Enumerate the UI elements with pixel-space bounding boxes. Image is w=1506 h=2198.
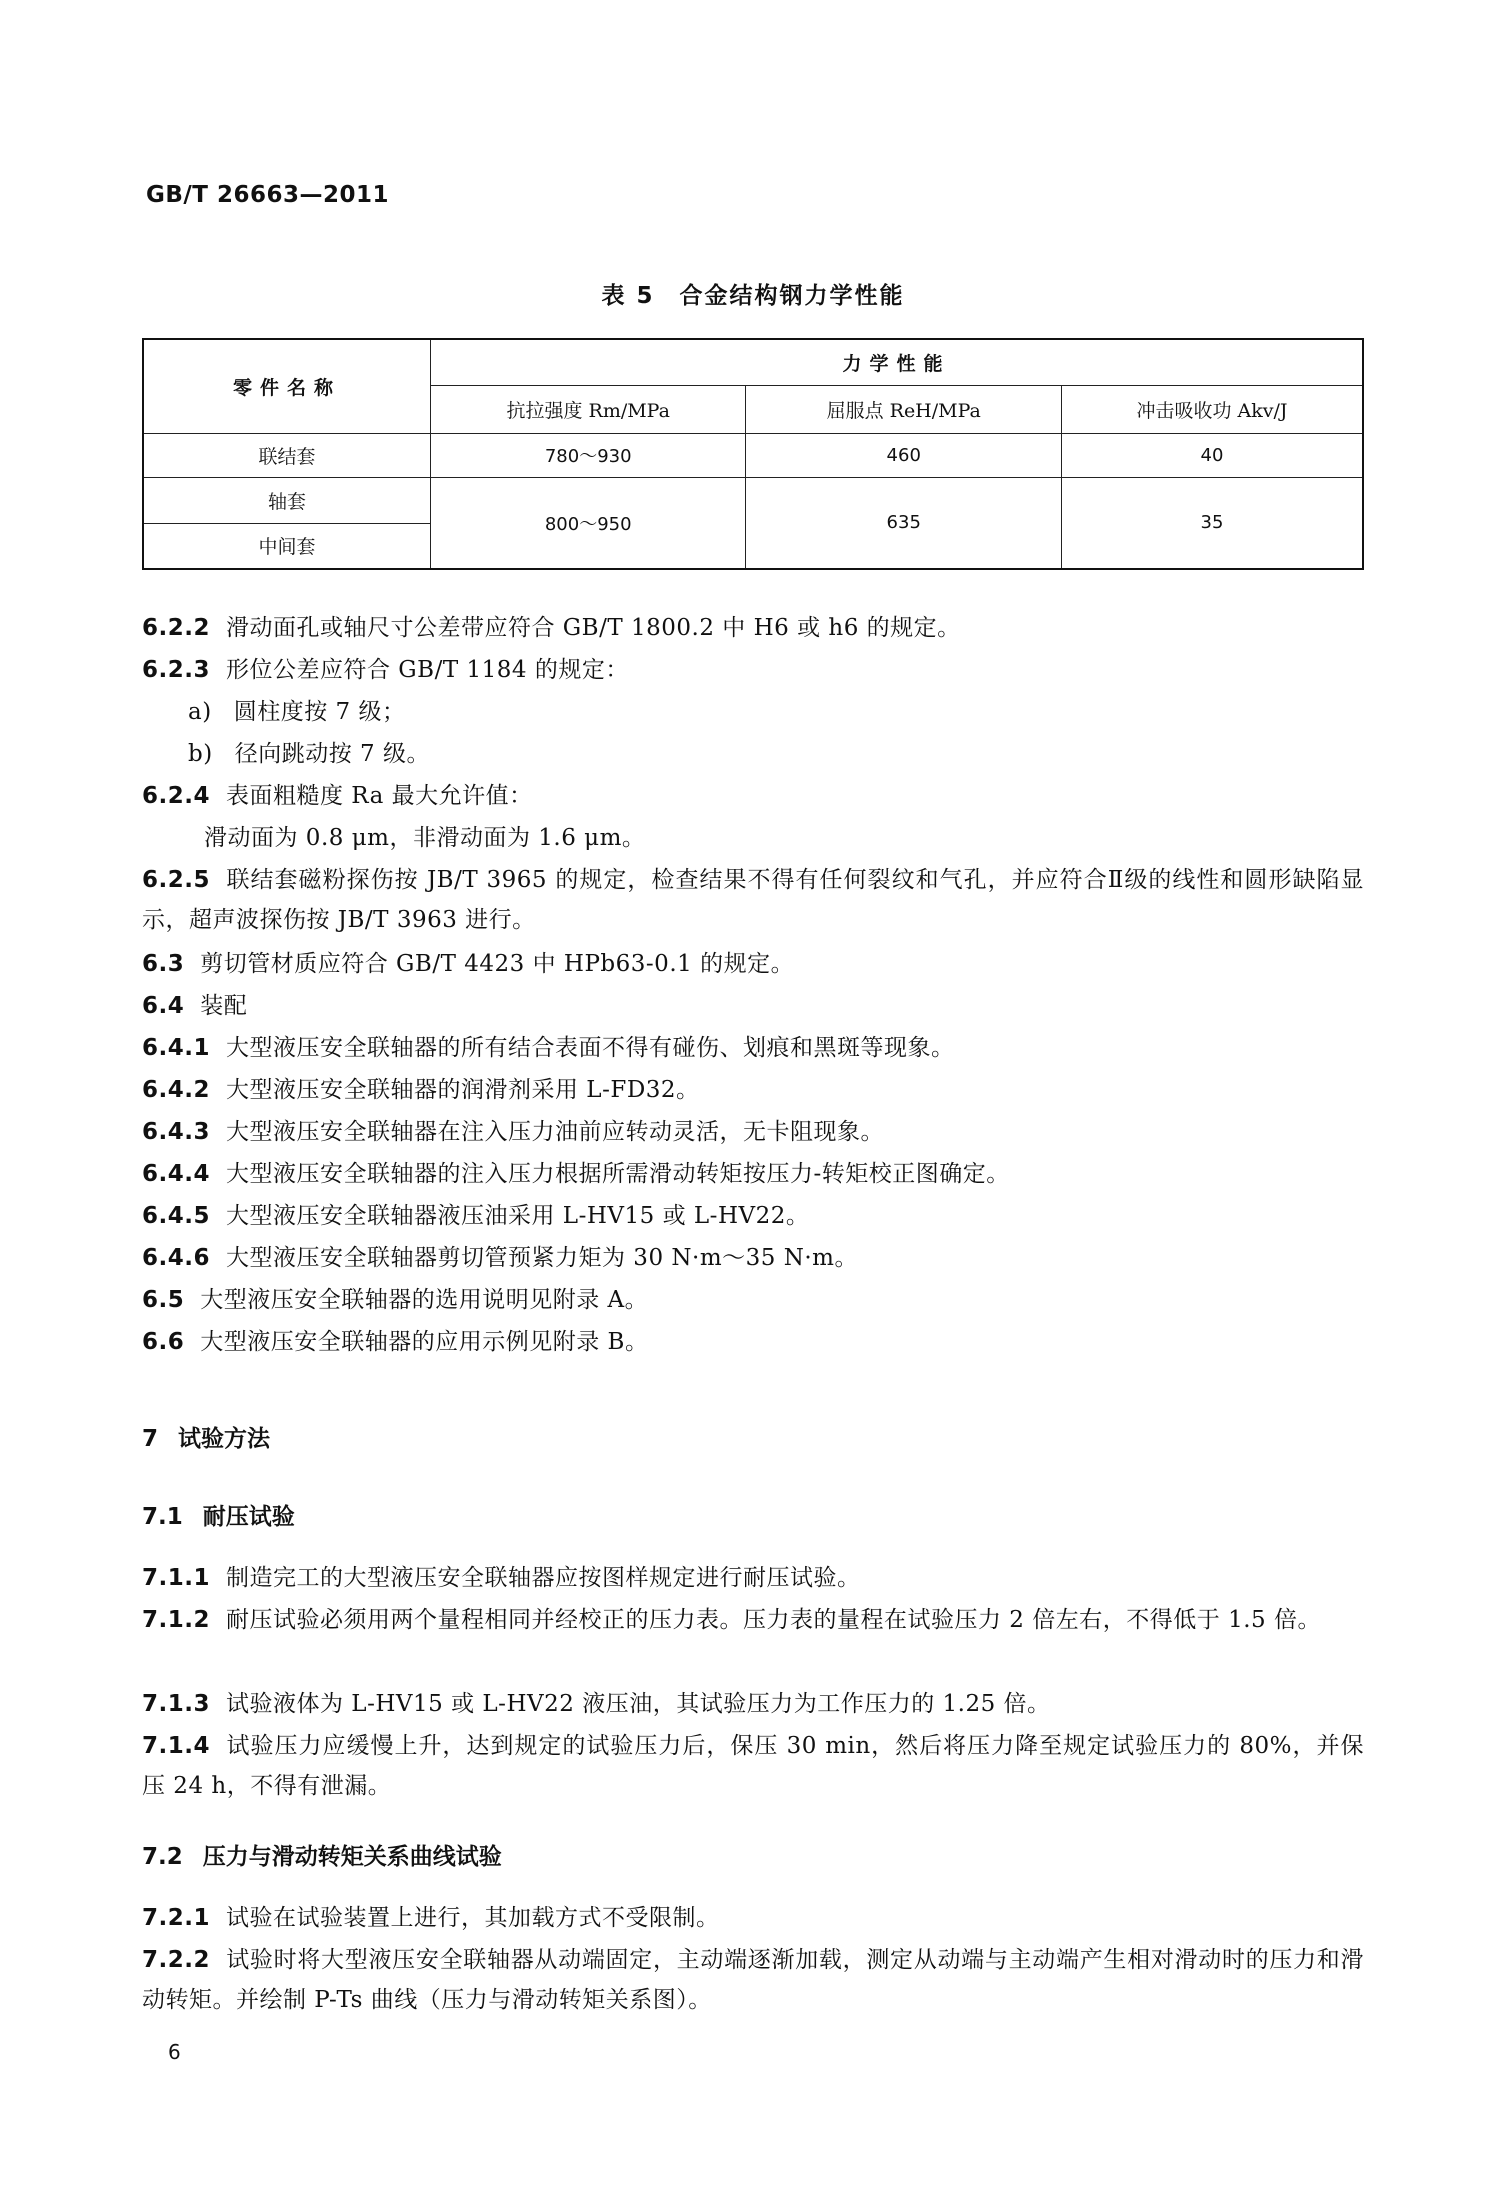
clause-text: 装配 [200, 993, 248, 1019]
clause-number: 6.4.1 [142, 1035, 210, 1061]
clause-6-6 [142, 1322, 1364, 1362]
clause-6-5 [142, 1280, 1364, 1320]
list-text: 径向跳动按 7 级。 [234, 741, 430, 767]
clause-number: 7.1.1 [142, 1565, 210, 1591]
clause-number: 6.2.3 [142, 657, 210, 683]
clause-number: 7.2.2 [142, 1947, 210, 1973]
clause-text: 大型液压安全联轴器的注入压力根据所需滑动转矩按压力-转矩校正图确定。 [226, 1161, 1010, 1187]
header-tensile-strength: 抗拉强度 Rm/MPa [430, 385, 746, 433]
clause-6-4-5 [142, 1196, 1364, 1236]
table-row [143, 433, 1363, 477]
section-number: 7.2 [142, 1844, 183, 1870]
clause-text: 耐压试验必须用两个量程相同并经校正的压力表。压力表的量程在试验压力 2 倍左右，不得低于 1.5 倍。 [226, 1607, 1321, 1633]
list-marker: b) [188, 741, 213, 767]
list-item-b [188, 734, 1410, 774]
clause-text: 制造完工的大型液压安全联轴器应按图样规定进行耐压试验。 [226, 1565, 861, 1591]
clause-text: 大型液压安全联轴器剪切管预紧力矩为 30 N·m～35 N·m。 [226, 1245, 858, 1271]
clause-6-2-4-detail [204, 818, 1426, 858]
clause-text: 大型液压安全联轴器的润滑剂采用 L-FD32。 [226, 1077, 700, 1103]
clause-number: 6.3 [142, 951, 185, 977]
clause-text: 试验液体为 L-HV15 或 L-HV22 液压油，其试验压力为工作压力的 1.25 倍。 [226, 1691, 1051, 1717]
clause-text: 表面粗糙度 Ra 最大允许值： [226, 783, 533, 809]
clause-7-2-2 [142, 1940, 1364, 2020]
clause-number: 6.2.4 [142, 783, 210, 809]
clause-text: 形位公差应符合 GB/T 1184 的规定： [226, 657, 629, 683]
clause-text: 联结套磁粉探伤按 JB/T 3965 的规定，检查结果不得有任何裂纹和气孔，并应符合Ⅱ级的线性和圆形缺陷显示，超声波探伤按 JB/T 3963 进行。 [142, 867, 1364, 933]
clause-text: 大型液压安全联轴器液压油采用 L-HV15 或 L-HV22。 [226, 1203, 810, 1229]
section-title: 试验方法 [178, 1426, 271, 1452]
clause-6-4-4 [142, 1154, 1364, 1194]
section-number: 7.1 [142, 1504, 183, 1530]
clause-6-3 [142, 944, 1364, 984]
clause-number: 6.4.5 [142, 1203, 210, 1229]
clause-7-1-1 [142, 1558, 1364, 1598]
clause-text: 滑动面为 0.8 μm，非滑动面为 1.6 μm。 [204, 825, 646, 851]
clause-6-2-4 [142, 776, 1364, 816]
clause-6-4-3 [142, 1112, 1364, 1152]
cell-impact: 40 [1062, 433, 1364, 477]
clause-number: 6.6 [142, 1329, 185, 1355]
clause-text: 剪切管材质应符合 GB/T 4423 中 HPb63-0.1 的规定。 [200, 951, 795, 977]
clause-number: 7.1.3 [142, 1691, 210, 1717]
clause-6-4 [142, 986, 1364, 1026]
page-number: 6 [168, 2040, 181, 2064]
cell-part-name: 中间套 [143, 523, 430, 569]
clause-number: 7.2.1 [142, 1905, 210, 1931]
standard-number: GB/T 26663—2011 [146, 182, 390, 208]
clause-6-2-2 [142, 608, 1364, 648]
table-title: 表 5 合金结构钢力学性能 [601, 283, 905, 309]
section-7-heading [142, 1420, 270, 1453]
clause-text: 大型液压安全联轴器的应用示例见附录 B。 [200, 1329, 649, 1355]
section-title: 压力与滑动转矩关系曲线试验 [202, 1844, 502, 1870]
cell-part-name: 联结套 [143, 433, 430, 477]
clause-text: 试验在试验装置上进行，其加载方式不受限制。 [226, 1905, 720, 1931]
clause-text: 大型液压安全联轴器的选用说明见附录 A。 [200, 1287, 649, 1313]
cell-part-name: 轴套 [143, 477, 430, 523]
cell-impact: 35 [1062, 477, 1364, 569]
clause-6-2-5 [142, 860, 1364, 940]
clause-number: 6.4.2 [142, 1077, 210, 1103]
clause-7-2-1 [142, 1898, 1364, 1938]
clause-text: 试验时将大型液压安全联轴器从动端固定，主动端逐渐加载，测定从动端与主动端产生相对滑动时的压力和滑动转矩。并绘制 P-Ts 曲线（压力与滑动转矩关系图）。 [142, 1947, 1364, 2013]
cell-yield: 635 [746, 477, 1062, 569]
clause-number: 6.4.3 [142, 1119, 210, 1145]
clause-text: 大型液压安全联轴器在注入压力油前应转动灵活，无卡阻现象。 [226, 1119, 884, 1145]
clause-number: 7.1.2 [142, 1607, 210, 1633]
clause-text: 试验压力应缓慢上升，达到规定的试验压力后，保压 30 min，然后将压力降至规定试验压力的 80%，并保压 24 h，不得有泄漏。 [142, 1733, 1364, 1799]
clause-6-2-3 [142, 650, 1364, 690]
clause-number: 6.5 [142, 1287, 185, 1313]
section-number: 7 [142, 1426, 159, 1452]
clause-number: 6.4 [142, 993, 185, 1019]
table-row [143, 477, 1363, 523]
header-impact-energy: 冲击吸收功 Akv/J [1062, 385, 1364, 433]
clause-number: 7.1.4 [142, 1733, 210, 1759]
clause-text: 大型液压安全联轴器的所有结合表面不得有碰伤、划痕和黑斑等现象。 [226, 1035, 955, 1061]
header-part-name: 零件名称 [143, 339, 430, 433]
clause-7-1-3 [142, 1684, 1364, 1724]
mechanical-properties-table [142, 338, 1364, 570]
clause-number: 6.4.6 [142, 1245, 210, 1271]
clause-number: 6.4.4 [142, 1161, 210, 1187]
cell-tensile: 780～930 [430, 433, 746, 477]
list-item-a [188, 692, 1410, 732]
list-marker: a) [188, 699, 212, 725]
clause-text: 滑动面孔或轴尺寸公差带应符合 GB/T 1800.2 中 H6 或 h6 的规定。 [226, 615, 961, 641]
clause-6-4-1 [142, 1028, 1364, 1068]
clause-6-4-2 [142, 1070, 1364, 1110]
clause-6-4-6 [142, 1238, 1364, 1278]
cell-yield: 460 [746, 433, 1062, 477]
clause-number: 6.2.2 [142, 615, 210, 641]
section-title: 耐压试验 [202, 1504, 295, 1530]
clause-number: 6.2.5 [142, 867, 210, 893]
section-7-1-heading [142, 1498, 295, 1531]
clause-7-1-4 [142, 1726, 1364, 1806]
clause-7-1-2 [142, 1600, 1364, 1640]
section-7-2-heading [142, 1838, 502, 1871]
list-text: 圆柱度按 7 级； [233, 699, 406, 725]
header-yield-point: 屈服点 ReH/MPa [746, 385, 1062, 433]
cell-tensile: 800～950 [430, 477, 746, 569]
header-mechanical-properties: 力学性能 [430, 339, 1363, 385]
